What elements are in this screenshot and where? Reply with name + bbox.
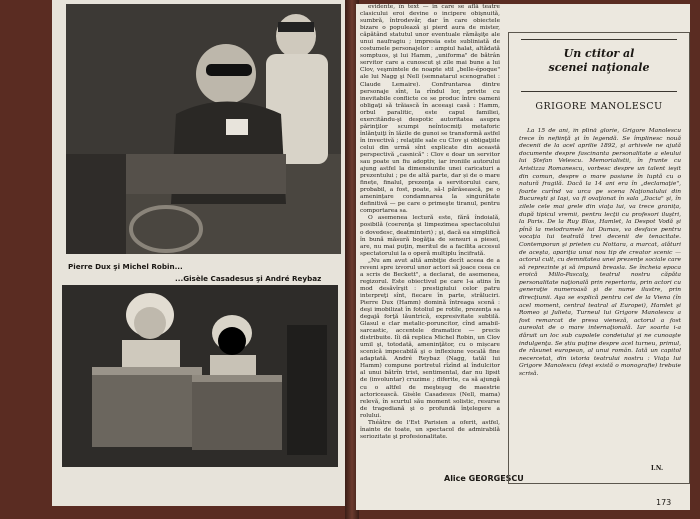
article-paragraph: „Nu am avut altă ambiţie decît aceea de a reveni spre izvorul unor actori să joace ceea ce a scris de Beckett", a declarat, de asemenea, regizorul. Este obiectivul pe care l-a atins în mod desăvîrşit : prestigiului celor patru interpreţi sînt, fiecare în parte, străluciri. Pierre Dux (Hamm) domină întreaga scenă : deşi imobilizat în fotoliul pe rotile, prezenţa sa degajă forţă lăuntrică, expresivitate subtilă. Glasul e clar metalic-poruncitor, cînd amabil-sarcastic, accentele dramatice — precis distribuite. Iîi dă replica Michel Robin, un Clov umil şi, totodată, ameninţător, cu o mișcare scenică impecabilă şi o inflexiune vocală fine adaptată. André Reybaz (Nagg, tatăl lui Hamm) compune portretul rîzînd al îndulcitor al unui bătrîn trist, sentimental, dar nu lipsit de (involuntar) cruzime ; diferite, ca să ajungă cu o altfel de meşteşug de maestrie actoricească. Gisèle Casadesus (Nell, mama) relevă, în scurtul său moment solistic, resurse de tragediană şi o profundă înţelegere a rolului. (360, 257, 500, 419)
right-page (356, 4, 690, 510)
box-mid-rule (521, 91, 677, 92)
photo-scene-illustration (66, 4, 341, 254)
box-text (519, 128, 681, 468)
box-person-name: GRIGORE MANOLESCU (535, 101, 663, 112)
box-title-line1: Un ctitor al (563, 47, 635, 60)
article-paragraph: Théâtre de l'Est Parisien a oferit, astfel, înainte de toate, un spectacol de admirabilă seriozitate şi profesionalitate. (360, 419, 500, 440)
article-paragraph: evidente, în text — în care se află teatre clasicului eroi devine o incipere obişnuită, sumbră, întrodevăr, dar în care obiectele bizare o populează şi pierd aura de mister, căpătând statutul unor eventuale rămăşiţe ale unui naufragiu ; impresia este subliniată de costumele personajelor : ampiul halat, altădată somptuos, şi lui Hamm, „uniforma" de bătrân servitor care a cunoscut şi zile mai bune a lui Clov, veşmintele de noapte stil „belle-époque" ale lui Nagg şi Nell (semnatarul scenografiei : Claude Lemaire). Confruntarea dintre personaje sînt, la rîndul lor, privite cu inevitabile conflicte ce se produc între oameni obligaţi să trăiască în aceeaşi casă : Hamm, orbul paralitic, este capul familiei, exercitându-şi despotic autoritatea asupra părinţilor scumpi neîntocmiţi metaforic înlănţuiţi în lăzile de gunoi se transformă astfel în invectivă ; relaţiile sale cu Clov şi obligaţiile celui din urmă sînt explicate din această perspectivă „casnică" : Clov e doar un servitor sau poate un fiu adoptiv, iar ironiile autorului ajung astfel la dimensiunile unei caricaturi a prezentului ; pe de altă parte, dar și de o mare finețe, finalul, prezenţa a servitorului care, probabil, a fost, poate, să-l părăsească, pe o amenințare condamnarea la singurătate definitivă — pe care o primeşte tiranul, pentru comportarea sa. (360, 4, 500, 215)
box-title (519, 47, 679, 75)
article-signature: Alice GEORGESCU (444, 474, 524, 483)
photo-dux-robin (66, 4, 341, 254)
box-initials: I.N. (651, 465, 664, 472)
photo-bins-illustration (62, 285, 338, 467)
photo-casadesus-reybaz (62, 285, 338, 467)
page-number: 173 (656, 498, 672, 507)
sidebar-box (508, 32, 690, 484)
box-paragraph: La 15 de ani, în plină glorie, Grigore Manolescu trece în nefiinţă şi în legendă. Se împlinesc nouă decenii de la acel aprilie 1892, şi arhivele ne ajută documente despre fascinanta personalitate a eleului lui Ştefan Velescu. Memorialistii, în frunte cu Aristizza Romanescu, vorbesc despre un talent ieşit din comun, despre o mare pasiune în luptă cu o natură fragilă. Dacă la 14 ani era în „declamaţie", foarte curînd va urca pe scena Naţionalului din Bucureşti şi Iaşi, va fi ovaţionat în sala „Dacia" şi, în zilele cele mai grele din viaţa lui, va trece granița, după tipicul vremii, pentru lecţii cu profesori iluştri, la Paris. De la Ruy Blas, Hamlet, la Despot Vodă şi pînă la melodramele lui Dumas, va desface pentru vocaţia lui teatrală trei decenii de tenacitate. Contemporan şi prieten cu Nottara, a marcat, alături de aceşta, apariţia unui nou tip de creator scenic — actorul cult, cu demnitatea unei prezenţe sociale care să reprezinte şi să impună breasla. Se încheia epoca eroică Millo-Pascaly, teatrul nostru căpăta personalitate naţională prin repertoriu, prin actori cu generaţie numeroasă şi de nume ilustre, prin direcţiunii. Aşa se explică pentru cel de la Viena (în acel moment, central teatral al Europei), Hamlet şi Romeo şi Julieta, Turneul lui Grigore Manolescu a fost remarcat de presa vieneză, actorul a fost aureolat de o mare internaţională. Iar soarta i-a dăruit un loc sub cupolele condeiului şi ne cunoaşte indulgenţa. Se știu puţine despre acel turneu, primul, de răsunet european, al unui român. Iată un capitol necercetat, din istoria teatrului nostru : Viaţa lui Grigore Manolescu (deşi există o monografie) trebuie scrisă. (519, 128, 681, 377)
article-paragraph: O asemenea lectură este, fără îndoială, posibilă (coerenţa şi limpezimea spectacolului o dovedesc, deatminteri) ; şi, dacă ea simplifică în bună măsură bogăţia de sensuri a piesei, are, nu mai puţin, meritul de a facilita accesul spectatorului la o operă multiplu încifrată. (360, 215, 500, 257)
photo1-caption: Pierre Dux şi Michel Robin... (68, 262, 183, 271)
review-article (360, 4, 500, 464)
photo2-caption: ...Gisèle Casadesus şi André Reybaz (175, 274, 322, 283)
box-title-line2: scenei naţionale (548, 61, 650, 74)
box-top-rule (521, 39, 677, 40)
